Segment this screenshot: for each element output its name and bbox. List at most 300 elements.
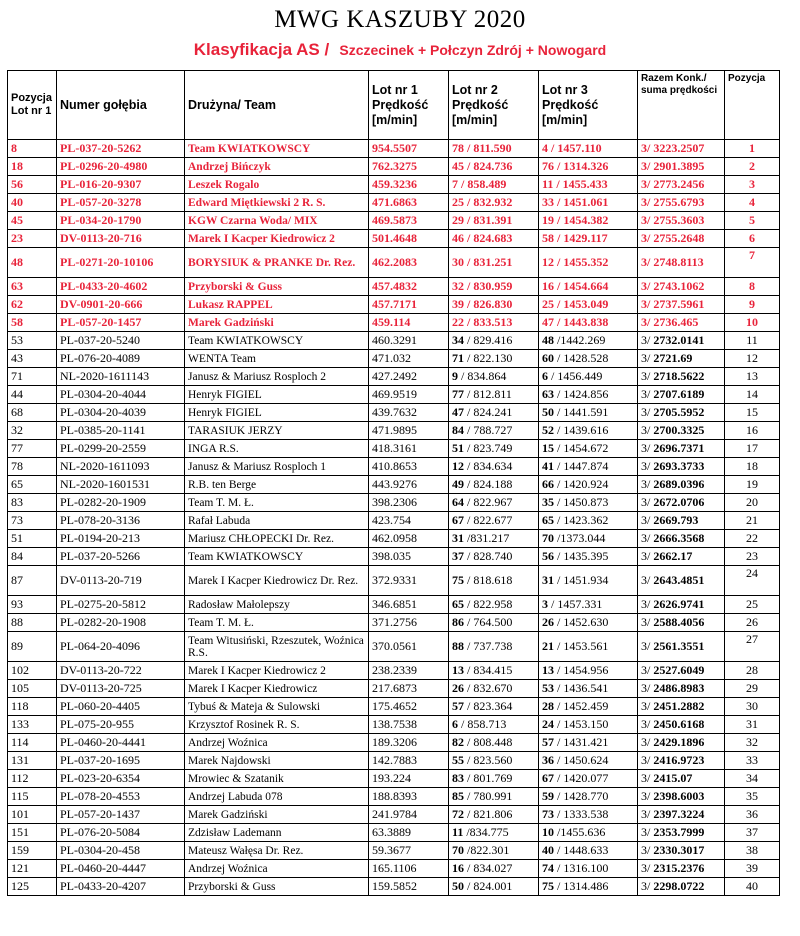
header-position: Pozycja [725, 71, 780, 140]
total-count: 3/ [641, 369, 651, 383]
total-count: 3/ [641, 573, 651, 587]
final-position: 4 [725, 194, 780, 212]
final-position: 25 [725, 596, 780, 614]
total-cell [638, 476, 725, 494]
team-name: WENTA Team [185, 350, 369, 368]
lot2-cell [449, 698, 539, 716]
lot3-cell [539, 440, 638, 458]
lot2-place: 50 [452, 879, 464, 893]
lot2-speed: / 824.683 [464, 231, 513, 245]
final-position: 11 [725, 332, 780, 350]
lot3-speed: / 1454.672 [554, 441, 609, 455]
total-cell [638, 566, 725, 596]
lot3-cell [539, 770, 638, 788]
pigeon-number: PL-0194-20-213 [57, 530, 185, 548]
table-row [8, 440, 780, 458]
header-row [8, 71, 780, 140]
lot2-cell [449, 386, 539, 404]
lot3-speed: / 1333.538 [554, 807, 609, 821]
lot1-speed: 398.2306 [369, 494, 449, 512]
pigeon-number: DV-0113-20-719 [57, 566, 185, 596]
lot1-speed: 501.4648 [369, 230, 449, 248]
lot2-speed: / 822.967 [464, 495, 513, 509]
pigeon-number: PL-076-20-4089 [57, 350, 185, 368]
pigeon-number: NL-2020-1611093 [57, 458, 185, 476]
lot2-cell [449, 824, 539, 842]
lot3-place: 12 [542, 255, 554, 269]
total-count: 3/ [641, 441, 651, 455]
total-speed: 2666.3568 [650, 531, 705, 545]
lot3-speed: / 1453.150 [554, 717, 609, 731]
total-cell [638, 698, 725, 716]
lot2-place: 70 [452, 843, 464, 857]
table-row [8, 860, 780, 878]
lot3-cell [539, 140, 638, 158]
total-cell [638, 350, 725, 368]
final-position: 24 [725, 566, 780, 596]
total-speed: 2718.5622 [650, 369, 705, 383]
lot1-position: 121 [8, 860, 57, 878]
lot3-speed: / 1431.421 [554, 735, 609, 749]
pigeon-number: PL-0275-20-5812 [57, 596, 185, 614]
pigeon-number: PL-037-20-5262 [57, 140, 185, 158]
final-position: 29 [725, 680, 780, 698]
lot2-cell [449, 530, 539, 548]
lot2-place: 51 [452, 441, 464, 455]
team-name: Henryk FIGIEL [185, 404, 369, 422]
total-speed: 2416.9723 [650, 753, 705, 767]
lot3-place: 21 [542, 639, 554, 653]
lot1-speed: 370.0561 [369, 632, 449, 662]
pigeon-number: PL-023-20-6354 [57, 770, 185, 788]
final-position: 34 [725, 770, 780, 788]
final-position: 20 [725, 494, 780, 512]
lot2-cell [449, 770, 539, 788]
lot1-speed: 418.3161 [369, 440, 449, 458]
lot2-cell [449, 548, 539, 566]
lot1-position: 45 [8, 212, 57, 230]
lot2-place: 26 [452, 681, 464, 695]
total-cell [638, 614, 725, 632]
lot3-place: 26 [542, 615, 554, 629]
lot2-speed: /831.217 [464, 531, 510, 545]
lot3-speed: / 1454.664 [554, 279, 609, 293]
lot3-place: 53 [542, 681, 554, 695]
lot2-speed: / 831.251 [464, 255, 513, 269]
team-name: Mrowiec & Szatanik [185, 770, 369, 788]
lot1-speed: 423.754 [369, 512, 449, 530]
team-name: Andrzej Labuda 078 [185, 788, 369, 806]
lot3-cell [539, 716, 638, 734]
pigeon-number: PL-0460-20-4441 [57, 734, 185, 752]
lot2-place: 71 [452, 351, 464, 365]
total-cell [638, 332, 725, 350]
lot3-place: 65 [542, 513, 554, 527]
lot3-cell [539, 158, 638, 176]
total-speed: 2561.3551 [650, 639, 705, 653]
lot3-place: 59 [542, 789, 554, 803]
lot3-cell [539, 752, 638, 770]
total-speed: 2397.3224 [650, 807, 705, 821]
lot1-position: 78 [8, 458, 57, 476]
lot3-speed: / 1441.591 [554, 405, 609, 419]
total-cell [638, 140, 725, 158]
lot2-cell [449, 632, 539, 662]
lot3-place: 66 [542, 477, 554, 491]
lot1-position: 73 [8, 512, 57, 530]
lot1-speed: 459.114 [369, 314, 449, 332]
table-row [8, 842, 780, 860]
total-speed: 2588.4056 [650, 615, 705, 629]
table-row [8, 878, 780, 896]
lot3-cell [539, 494, 638, 512]
lot3-cell [539, 230, 638, 248]
lot2-speed: / 824.001 [464, 879, 513, 893]
lot1-speed: 217.6873 [369, 680, 449, 698]
total-speed: 2773.2456 [650, 177, 705, 191]
total-speed: 2705.5952 [650, 405, 705, 419]
final-position: 9 [725, 296, 780, 314]
lot2-cell [449, 296, 539, 314]
final-position: 7 [725, 248, 780, 278]
header-total: Razem Konk./ suma prędkości [638, 71, 725, 140]
lot2-cell [449, 566, 539, 596]
lot3-cell [539, 476, 638, 494]
lot1-position: 118 [8, 698, 57, 716]
total-cell [638, 440, 725, 458]
team-name: Edward Miętkiewski 2 R. S. [185, 194, 369, 212]
lot2-cell [449, 806, 539, 824]
lot3-place: 15 [542, 441, 554, 455]
lot3-cell [539, 734, 638, 752]
total-count: 3/ [641, 195, 651, 209]
table-row [8, 476, 780, 494]
team-name: Leszek Rogalo [185, 176, 369, 194]
total-speed: 2330.3017 [650, 843, 705, 857]
team-name: Mariusz CHŁOPECKI Dr. Rez. [185, 530, 369, 548]
lot2-place: 85 [452, 789, 464, 803]
lot2-place: 16 [452, 861, 464, 875]
team-name: Team KWIATKOWSCY [185, 332, 369, 350]
total-cell [638, 716, 725, 734]
final-position: 37 [725, 824, 780, 842]
lot2-cell [449, 212, 539, 230]
lot2-speed: /822.301 [464, 843, 510, 857]
lot2-speed: / 832.670 [464, 681, 513, 695]
lot2-cell [449, 788, 539, 806]
lot1-position: 58 [8, 314, 57, 332]
pigeon-number: PL-0299-20-2559 [57, 440, 185, 458]
total-count: 3/ [641, 663, 651, 677]
total-count: 3/ [641, 231, 651, 245]
lot2-speed: /834.775 [463, 825, 509, 839]
total-count: 3/ [641, 423, 651, 437]
lot2-cell [449, 158, 539, 176]
total-speed: 2669.793 [650, 513, 699, 527]
total-count: 3/ [641, 213, 651, 227]
lot1-speed: 175.4652 [369, 698, 449, 716]
lot2-place: 82 [452, 735, 464, 749]
table-row [8, 230, 780, 248]
lot2-place: 49 [452, 477, 464, 491]
header-lot-position: Pozycja Lot nr 1 [8, 71, 57, 140]
team-name: Henryk FIGIEL [185, 386, 369, 404]
table-row [8, 770, 780, 788]
total-count: 3/ [641, 531, 651, 545]
table-row [8, 632, 780, 662]
final-position: 22 [725, 530, 780, 548]
lot2-place: 7 [452, 177, 458, 191]
lot3-speed: / 1423.362 [554, 513, 609, 527]
lot1-position: 56 [8, 176, 57, 194]
lot3-speed: / 1457.110 [548, 141, 602, 155]
total-cell [638, 734, 725, 752]
lot3-cell [539, 860, 638, 878]
table-row [8, 716, 780, 734]
lot3-cell [539, 212, 638, 230]
total-cell [638, 194, 725, 212]
table-row [8, 788, 780, 806]
lot1-speed: 410.8653 [369, 458, 449, 476]
total-speed: 2707.6189 [650, 387, 705, 401]
total-cell [638, 494, 725, 512]
lot1-position: 18 [8, 158, 57, 176]
lot3-place: 52 [542, 423, 554, 437]
lot2-place: 34 [452, 333, 464, 347]
lot2-speed: / 822.130 [464, 351, 513, 365]
lot2-cell [449, 248, 539, 278]
total-cell [638, 530, 725, 548]
lot2-speed: / 833.513 [464, 315, 513, 329]
lot2-place: 75 [452, 573, 464, 587]
lot2-speed: / 811.590 [464, 141, 512, 155]
total-cell [638, 278, 725, 296]
lot3-place: 73 [542, 807, 554, 821]
team-name: Andrzej Bińczyk [185, 158, 369, 176]
lot1-speed: 398.035 [369, 548, 449, 566]
pigeon-number: PL-057-20-3278 [57, 194, 185, 212]
document-title: MWG KASZUBY 2020 [274, 6, 526, 33]
team-name: Marek Gadziński [185, 314, 369, 332]
team-name: Radosław Małolepszy [185, 596, 369, 614]
lot2-place: 47 [452, 405, 464, 419]
total-count: 3/ [641, 159, 651, 173]
lot3-cell [539, 332, 638, 350]
table-row [8, 662, 780, 680]
team-name: Mateusz Wałęsa Dr. Rez. [185, 842, 369, 860]
lot3-speed: / 1450.624 [554, 753, 609, 767]
lot3-place: 4 [542, 141, 548, 155]
lot1-position: 68 [8, 404, 57, 422]
lot3-speed: / 1447.874 [554, 459, 609, 473]
lot3-place: 35 [542, 495, 554, 509]
total-cell [638, 176, 725, 194]
lot3-speed: / 1453.049 [554, 297, 609, 311]
final-position: 36 [725, 806, 780, 824]
total-cell [638, 158, 725, 176]
lot2-cell [449, 422, 539, 440]
lot3-place: 76 [542, 159, 554, 173]
lot1-speed: 460.3291 [369, 332, 449, 350]
pigeon-number: PL-0271-20-10106 [57, 248, 185, 278]
lot3-speed: / 1456.449 [548, 369, 603, 383]
lot2-place: 57 [452, 699, 464, 713]
lot3-place: 25 [542, 297, 554, 311]
classification-title: Klasyfikacja AS / [193, 40, 330, 59]
total-cell [638, 632, 725, 662]
final-position: 1 [725, 140, 780, 158]
team-name: Team KWIATKOWSCY [185, 140, 369, 158]
lot2-cell [449, 476, 539, 494]
lot2-place: 31 [452, 531, 464, 545]
lot3-cell [539, 698, 638, 716]
lot1-position: 83 [8, 494, 57, 512]
final-position: 31 [725, 716, 780, 734]
lot2-speed: / 780.991 [464, 789, 513, 803]
lot2-speed: / 818.618 [464, 573, 513, 587]
lot2-place: 83 [452, 771, 464, 785]
total-speed: 2429.1896 [650, 735, 705, 749]
lot3-speed: / 1451.061 [554, 195, 609, 209]
lot3-speed: / 1420.077 [554, 771, 609, 785]
total-count: 3/ [641, 513, 651, 527]
team-name: Krzysztof Rosinek R. S. [185, 716, 369, 734]
final-position: 30 [725, 698, 780, 716]
lot2-speed: / 829.416 [464, 333, 513, 347]
total-speed: 2451.2882 [650, 699, 705, 713]
lot1-position: 159 [8, 842, 57, 860]
lot2-speed: / 764.500 [464, 615, 513, 629]
lot1-position: 88 [8, 614, 57, 632]
lot3-cell [539, 566, 638, 596]
lot1-position: 43 [8, 350, 57, 368]
lot2-place: 45 [452, 159, 464, 173]
lot2-speed: / 832.932 [464, 195, 513, 209]
lot2-speed: / 834.864 [458, 369, 507, 383]
total-speed: 2527.6049 [650, 663, 705, 677]
lot2-cell [449, 716, 539, 734]
lot3-place: 56 [542, 549, 554, 563]
lot2-place: 11 [452, 825, 464, 839]
lot1-speed: 471.032 [369, 350, 449, 368]
lot2-place: 30 [452, 255, 464, 269]
lot3-cell [539, 512, 638, 530]
lot3-place: 3 [542, 597, 548, 611]
lot1-speed: 188.8393 [369, 788, 449, 806]
lot1-speed: 159.5852 [369, 878, 449, 896]
team-name: INGA R.S. [185, 440, 369, 458]
table-row [8, 350, 780, 368]
lot3-speed: / 1454.956 [554, 663, 609, 677]
final-position: 40 [725, 878, 780, 896]
final-position: 5 [725, 212, 780, 230]
lot2-cell [449, 332, 539, 350]
total-cell [638, 248, 725, 278]
lot1-speed: 63.3889 [369, 824, 449, 842]
lot2-speed: / 824.241 [464, 405, 513, 419]
lot1-speed: 462.2083 [369, 248, 449, 278]
table-row [8, 332, 780, 350]
table-row [8, 296, 780, 314]
total-cell [638, 680, 725, 698]
total-count: 3/ [641, 297, 651, 311]
lot3-speed: /1442.269 [554, 333, 606, 347]
document-subtitle [0, 40, 800, 60]
lot2-cell [449, 278, 539, 296]
final-position: 15 [725, 404, 780, 422]
final-position: 35 [725, 788, 780, 806]
table-row [8, 194, 780, 212]
total-count: 3/ [641, 315, 651, 329]
lot3-place: 40 [542, 843, 554, 857]
total-speed: 2700.3325 [650, 423, 705, 437]
lot2-speed: / 828.740 [464, 549, 513, 563]
total-cell [638, 230, 725, 248]
lot1-speed: 443.9276 [369, 476, 449, 494]
lot1-speed: 427.2492 [369, 368, 449, 386]
total-count: 3/ [641, 615, 651, 629]
team-name: Marek I Kacper Kiedrowicz Dr. Rez. [185, 566, 369, 596]
total-speed: 2693.3733 [650, 459, 705, 473]
lot3-speed: / 1455.433 [553, 177, 608, 191]
team-name: Marek I Kacper Kiedrowicz 2 [185, 230, 369, 248]
lot3-place: 24 [542, 717, 554, 731]
lot2-cell [449, 194, 539, 212]
lot2-speed: / 737.738 [464, 639, 513, 653]
pigeon-number: PL-0385-20-1141 [57, 422, 185, 440]
team-name: Marek I Kacper Kiedrowicz [185, 680, 369, 698]
lot2-speed: / 834.415 [464, 663, 513, 677]
lot2-speed: / 824.188 [464, 477, 513, 491]
lot2-cell [449, 314, 539, 332]
lot3-speed: / 1443.838 [554, 315, 609, 329]
total-count: 3/ [641, 495, 651, 509]
lot2-cell [449, 404, 539, 422]
pigeon-number: PL-0304-20-458 [57, 842, 185, 860]
lot3-speed: / 1455.352 [554, 255, 609, 269]
total-cell [638, 368, 725, 386]
lot2-speed: / 834.027 [464, 861, 513, 875]
total-count: 3/ [641, 717, 651, 731]
lot1-position: 62 [8, 296, 57, 314]
total-cell [638, 458, 725, 476]
lot2-place: 55 [452, 753, 464, 767]
team-name: Przyborski & Guss [185, 278, 369, 296]
lot1-position: 105 [8, 680, 57, 698]
team-name: Team KWIATKOWSCY [185, 548, 369, 566]
lot3-place: 48 [542, 333, 554, 347]
team-name: Rafał Labuda [185, 512, 369, 530]
lot3-cell [539, 878, 638, 896]
lot3-cell [539, 806, 638, 824]
total-cell [638, 422, 725, 440]
total-speed: 2672.0706 [650, 495, 705, 509]
lot2-speed: / 826.830 [464, 297, 513, 311]
lot1-position: 32 [8, 422, 57, 440]
lot3-cell [539, 458, 638, 476]
team-name: Zdzisław Lademann [185, 824, 369, 842]
total-count: 3/ [641, 825, 651, 839]
lot2-cell [449, 734, 539, 752]
table-row [8, 806, 780, 824]
lot1-speed: 469.5873 [369, 212, 449, 230]
total-speed: 2732.0141 [650, 333, 705, 347]
team-name: Team Witusiński, Rzeszutek, Woźnica R.S. [185, 632, 369, 662]
team-name: Team T. M. Ł. [185, 494, 369, 512]
pigeon-number: PL-060-20-4405 [57, 698, 185, 716]
lot1-speed: 193.224 [369, 770, 449, 788]
final-position: 3 [725, 176, 780, 194]
